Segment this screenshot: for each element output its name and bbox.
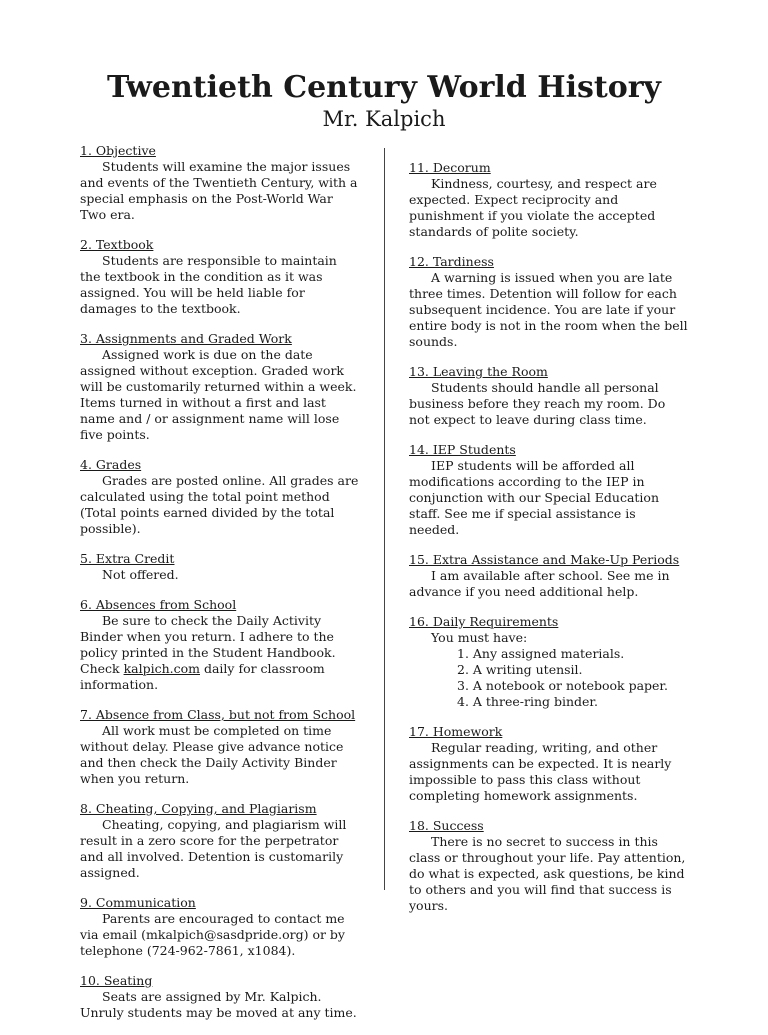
section-body: I am available after school. See me in advance if you need additional help. (409, 568, 670, 599)
page-title: Twentieth Century World History (107, 70, 661, 105)
section-body: Parents are encouraged to contact me via email (mkalpich@sasdpride.org) or by telephone (724-962-7861, x1084). (80, 911, 345, 958)
section-heading: 4. Grades (80, 457, 142, 472)
section-decorum (409, 160, 689, 240)
body-text: daily for classroom information. (80, 661, 325, 692)
section-iep-students (409, 442, 689, 538)
section-seating (80, 973, 360, 1021)
section-body (80, 613, 360, 693)
section-grades (80, 457, 360, 537)
section-heading: 11. Decorum (409, 160, 491, 175)
section-heading: 15. Extra Assistance and Make-Up Periods (409, 552, 680, 567)
column-divider (384, 148, 385, 890)
section-homework (409, 724, 689, 804)
section-textbook (80, 237, 360, 317)
section-tardiness (409, 254, 689, 350)
section-body: You must have: (431, 630, 528, 645)
section-body: Assigned work is due on the date assigned without exception. Graded work will be customarily returned within a week. Items turned in without a first and last name and / or assignment name will lose five points. (80, 347, 357, 442)
section-heading: 12. Tardiness (409, 254, 494, 269)
section-body: Seats are assigned by Mr. Kalpich. Unruly students may be moved at any time. (80, 989, 357, 1020)
section-heading: 10. Seating (80, 973, 153, 988)
requirements-list (409, 646, 689, 710)
section-extra-assistance (409, 552, 689, 600)
section-extra-credit (80, 551, 360, 583)
section-body: Cheating, copying, and plagiarism will result in a zero score for the perpetrator and all involved. Detention is customarily assigned. (80, 817, 347, 880)
list-item: 1. Any assigned materials. (457, 646, 625, 661)
section-heading: 3. Assignments and Graded Work (80, 331, 292, 346)
section-body: Students are responsible to maintain the textbook in the condition as it was assigned. You will be held liable for damages to the textbook. (80, 253, 337, 316)
section-body: A warning is issued when you are late three times. Detention will follow for each subsequent incidence. You are late if your entire body is not in the room when the bell sounds. (409, 270, 688, 349)
section-body: Grades are posted online. All grades are calculated using the total point method (Total points earned divided by the total possible). (80, 473, 359, 536)
section-heading: 6. Absences from School (80, 597, 237, 612)
section-heading: 8. Cheating, Copying, and Plagiarism (80, 801, 317, 816)
list-item: 4. A three-ring binder. (457, 694, 598, 709)
section-body: All work must be completed on time without delay. Please give advance notice and then check the Daily Activity Binder when you return. (80, 723, 344, 786)
section-heading: 13. Leaving the Room (409, 364, 548, 379)
left-column (80, 143, 360, 1035)
body-text: Be sure to check the Daily Activity Binder when you return. I adhere to the policy printed in the Student Handbook. Check (80, 613, 336, 676)
section-objective (80, 143, 360, 223)
section-body: There is no secret to success in this class or throughout your life. Pay attention, do what is expected, ask questions, be kind to others and you will find that success is yours. (409, 834, 686, 913)
section-heading: 9. Communication (80, 895, 196, 910)
section-body: Students will examine the major issues and events of the Twentieth Century, with a special emphasis on the Post-World War Two era. (80, 159, 358, 222)
list-item: 3. A notebook or notebook paper. (457, 678, 668, 693)
section-absence-from-class (80, 707, 360, 787)
section-heading: 18. Success (409, 818, 484, 833)
section-heading: 7. Absence from Class, but not from School (80, 707, 356, 722)
section-body: Not offered. (102, 567, 179, 582)
section-heading: 1. Objective (80, 143, 156, 158)
section-heading: 5. Extra Credit (80, 551, 175, 566)
right-column (409, 160, 689, 928)
section-assignments (80, 331, 360, 443)
section-body: Students should handle all personal business before they reach my room. Do not expect to leave during class time. (409, 380, 666, 427)
section-heading: 2. Textbook (80, 237, 154, 252)
section-daily-requirements (409, 614, 689, 710)
section-body: IEP students will be afforded all modifications according to the IEP in conjunction with our Special Education staff. See me if special assistance is needed. (409, 458, 660, 537)
section-body: Regular reading, writing, and other assignments can be expected. It is nearly impossible to pass this class without completing homework assignments. (409, 740, 672, 803)
website-link[interactable]: kalpich.com (123, 661, 200, 676)
section-cheating (80, 801, 360, 881)
section-body: Kindness, courtesy, and respect are expected. Expect reciprocity and punishment if you violate the accepted standards of polite society. (409, 176, 657, 239)
section-success (409, 818, 689, 914)
page-subtitle: Mr. Kalpich (322, 107, 446, 131)
section-heading: 16. Daily Requirements (409, 614, 559, 629)
section-leaving-room (409, 364, 689, 428)
section-heading: 17. Homework (409, 724, 503, 739)
section-heading: 14. IEP Students (409, 442, 516, 457)
section-absences (80, 597, 360, 693)
list-item: 2. A writing utensil. (457, 662, 583, 677)
section-communication (80, 895, 360, 959)
